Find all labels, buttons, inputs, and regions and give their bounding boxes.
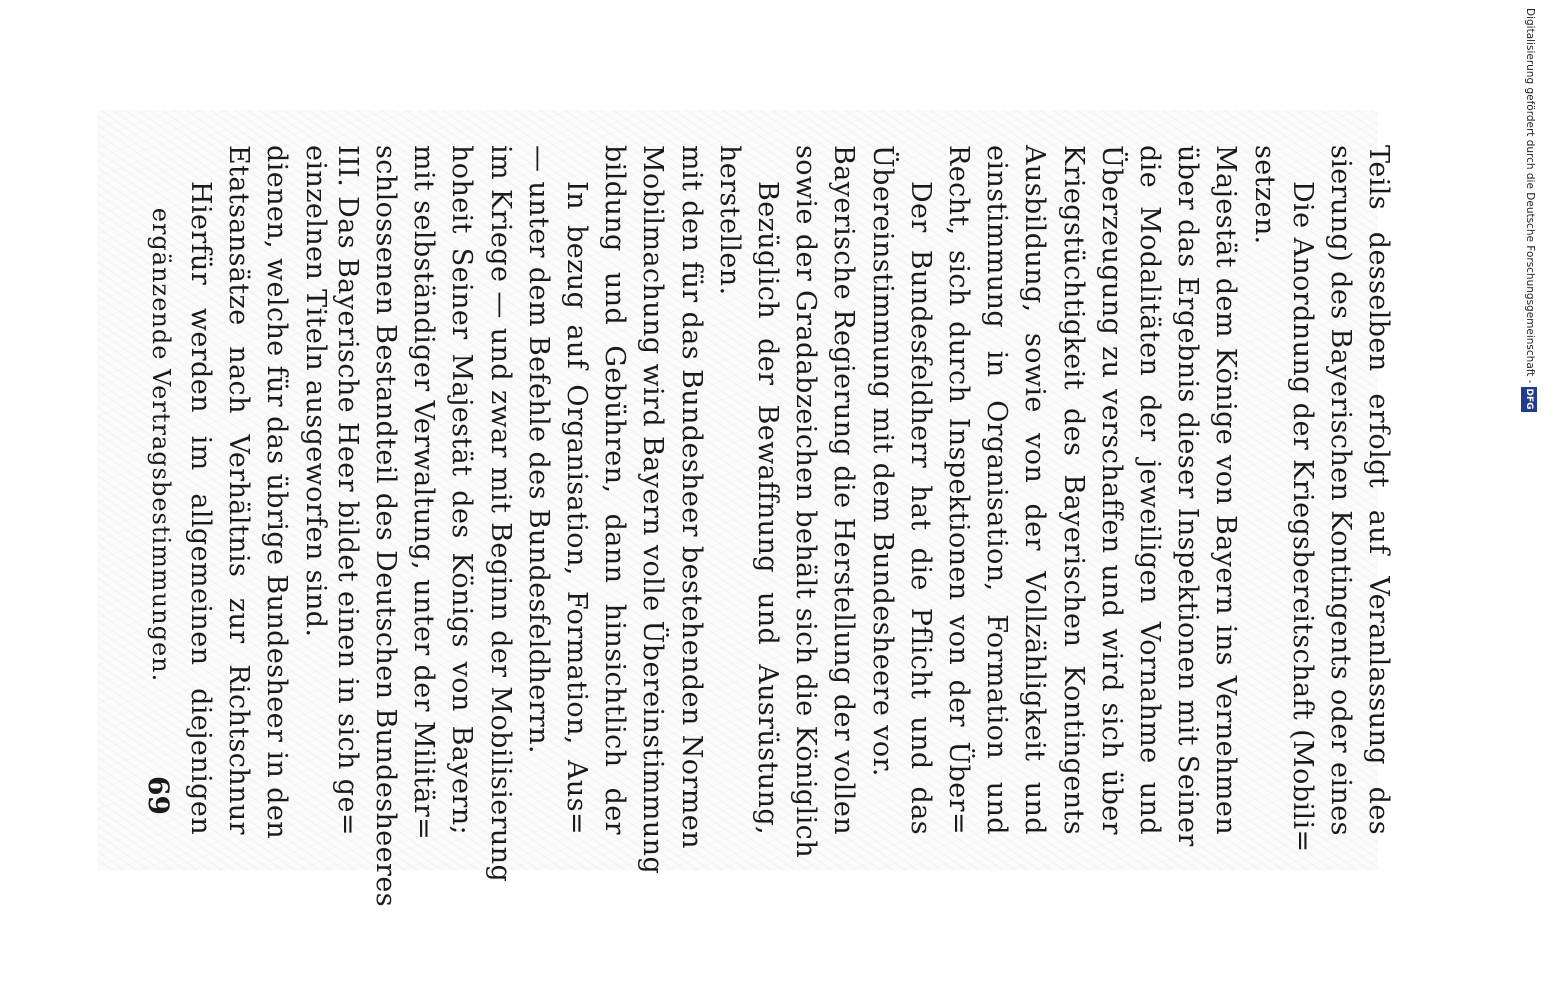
- text-line: Überzeugung zu verschaffen und wird sich über: [1095, 145, 1127, 835]
- text-line: sowie der Gradabzeichen behält sich die Königlich: [790, 145, 822, 858]
- credit-text: Digitalisierung gefördert durch die Deutsche Forschungsgemeinschaft -: [1524, 8, 1536, 384]
- text-line: dienen, welche für das übrige Bundesheer in den: [261, 145, 293, 839]
- text-line: III. Das Bayerische Heer bildet einen in sich ge=: [331, 145, 363, 836]
- text-line: einstimmung in Organisation, Formation und: [981, 145, 1013, 835]
- text-line: Etatsansätze nach Verhältnis zur Richtschnur: [223, 145, 255, 835]
- text-line: Ausbildung, sowie von der Vollzähligkeit und: [1019, 145, 1051, 835]
- text-line: herstellen.: [713, 145, 745, 296]
- text-line: schlossenen Bestandteil des Deutschen Bundesheeres: [370, 145, 401, 907]
- page-number: 69: [142, 776, 175, 815]
- text-line: Kriegstüchtigkeit des Bayerischen Kontingents: [1057, 145, 1089, 835]
- text-line: einzelnen Titeln ausgeworfen sind.: [299, 145, 331, 638]
- running-title: ergänzende Vertragsbestimmungen.: [147, 207, 175, 683]
- text-line: sierung) des Bayerischen Kontingents oder eines: [1325, 145, 1356, 836]
- text-line: mit selbständiger Verwaltung, unter der Militär=: [408, 145, 440, 841]
- text-line: bildung und Gebühren, dann hinsichtlich der: [599, 145, 631, 835]
- text-line: In bezug auf Organisation, Formation, Aus=: [561, 181, 592, 835]
- text-line: mit den für das Bundesheer bestehenden Normen: [675, 145, 707, 849]
- text-line: Hierfür werden im allgemeinen diejenigen: [185, 181, 216, 835]
- text-line: Bezüglich der Bewaffnung und Ausrüstung,: [752, 181, 783, 835]
- text-line: Die Anordnung der Kriegsbereitschaft (Mobili=: [1286, 181, 1318, 853]
- text-line: über das Ergebnis dieser Inspektionen mit Seiner: [1172, 145, 1204, 847]
- text-line: setzen.: [1248, 145, 1280, 245]
- text-line: Teils desselben erfolgt auf Veranlassung des: [1363, 145, 1395, 835]
- text-line: Bayerische Regierung die Herstellung der vollen: [828, 145, 860, 835]
- text-line: Recht, sich durch Inspektionen von der Über=: [943, 145, 974, 835]
- digitization-credit: [1522, 8, 1538, 410]
- text-line: im Kriege — und zwar mit Beginn der Mobilisierung: [484, 145, 516, 883]
- text-line: die Modalitäten der jeweiligen Vornahme und: [1134, 145, 1165, 835]
- text-line: Der Bundesfeldherr hat die Pflicht und das: [904, 181, 936, 835]
- text-line: Übereinstimmung mit dem Bundesheere vor.: [866, 145, 898, 777]
- text-line: — unter dem Befehle des Bundesfeldherrn.: [522, 145, 554, 754]
- text-line: Mobilmachung wird Bayern volle Übereinstimmung: [637, 145, 669, 875]
- document-page: [90, 115, 1395, 907]
- text-line: Majestät dem Könige von Bayern ins Vernehmen: [1210, 145, 1242, 835]
- dfg-logo: DFG: [1521, 387, 1537, 412]
- page-header: [125, 145, 175, 845]
- text-line: hoheit Seiner Majestät des Königs von Bayern;: [446, 145, 478, 835]
